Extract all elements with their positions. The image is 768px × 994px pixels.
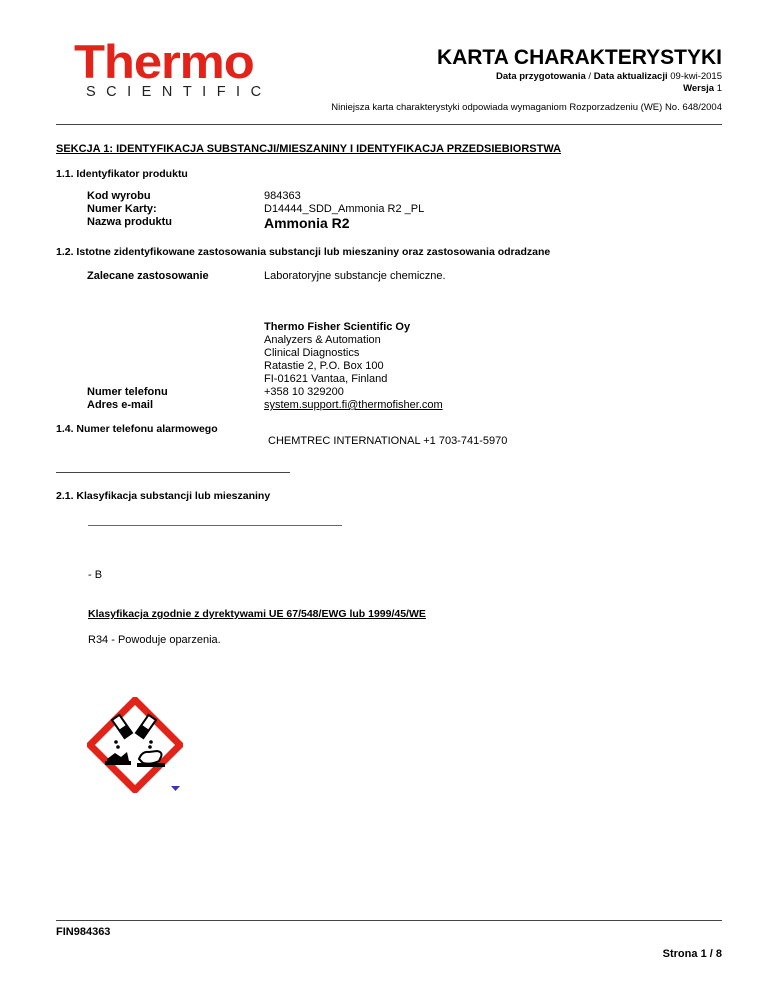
page-label: Strona [662,948,698,960]
version-line [683,83,722,94]
dropdown-marker-icon [171,786,180,792]
logo-thermo: Thermo [74,35,254,88]
corrosion-pictogram [87,697,183,793]
supplier-email-link[interactable]: system.support.fi@thermofisher.com [264,399,443,411]
email-label: Adres e-mail [87,399,154,411]
supplier-name: Thermo Fisher Scientific Oy [264,321,411,333]
risk-phrase: R34 - Powoduje oparzenia. [88,634,221,646]
dates-line [496,71,722,82]
supplier-phone: +358 10 329200 [264,386,344,398]
version-label: Wersja [683,83,715,94]
recommended-use-value: Laboratoryjne substancje chemiczne. [264,270,446,282]
category-text: - B [88,569,103,581]
header-divider [56,124,722,125]
product-code-value: 984363 [264,190,301,202]
s1-1-heading: 1.1. Identyfikator produktu [56,168,188,180]
version-value: 1 [716,83,722,94]
update-date-label: Data aktualizacji [593,71,668,82]
directive-heading: Klasyfikacja zgodnie z dyrektywami UE 67/548/EWG lub 1999/45/WE [88,608,426,620]
page-current: 1 [700,948,707,960]
supplier-line-3: Ratastie 2, P.O. Box 100 [264,360,384,372]
s2-1-heading: 2.1. Klasyfikacja substancji lub mieszaniny [56,490,271,502]
logo-scientific: SCIENTIFIC [86,84,272,100]
section-divider [56,472,290,473]
product-name-value: Ammonia R2 [264,215,350,231]
recommended-use-label: Zalecane zastosowanie [87,270,209,282]
page-total: 8 [715,948,722,960]
phone-label: Numer telefonu [87,386,168,398]
supplier-line-4: FI-01621 Vantaa, Finland [264,373,388,385]
product-code-label: Kod wyrobu [87,190,151,202]
supplier-block [264,321,443,412]
prep-date-label: Data przygotowania [496,71,586,82]
card-number-value: D14444_SDD_Ammonia R2 _PL [264,203,425,215]
section1-title: SEKCJA 1: IDENTYFIKACJA SUBSTANCJI/MIESZANINY I IDENTYFIKACJA PRZEDSIEBIORSTWA [56,143,562,155]
corrosion-icon [87,697,183,793]
footer-doc-id: FIN984363 [56,926,111,938]
s1-4-heading: 1.4. Numer telefonu alarmowego [56,423,218,435]
card-number-label: Numer Karty: [87,203,157,215]
classification-divider [88,525,342,526]
regulation-note: Niniejsza karta charakterystyki odpowiada wymaganiom Rozporzadzeniu (WE) No. 648/2004 [331,102,722,113]
product-name-label: Nazwa produktu [87,216,172,228]
footer-divider [56,920,722,921]
date-separator: / [588,71,592,82]
emergency-phone-value: CHEMTREC INTERNATIONAL +1 703-741-5970 [268,435,508,447]
document-title: KARTA CHARAKTERYSTYKI [436,46,722,69]
supplier-line-2: Clinical Diagnostics [264,347,360,359]
page-indicator [663,948,722,960]
supplier-line-1: Analyzers & Automation [264,334,381,346]
s1-2-heading: 1.2. Istotne zidentyfikowane zastosowania substancji lub mieszaniny oraz zastosowania odradzane [56,246,551,258]
page-sep: / [709,948,713,960]
update-date-value: 09-kwi-2015 [670,71,722,82]
